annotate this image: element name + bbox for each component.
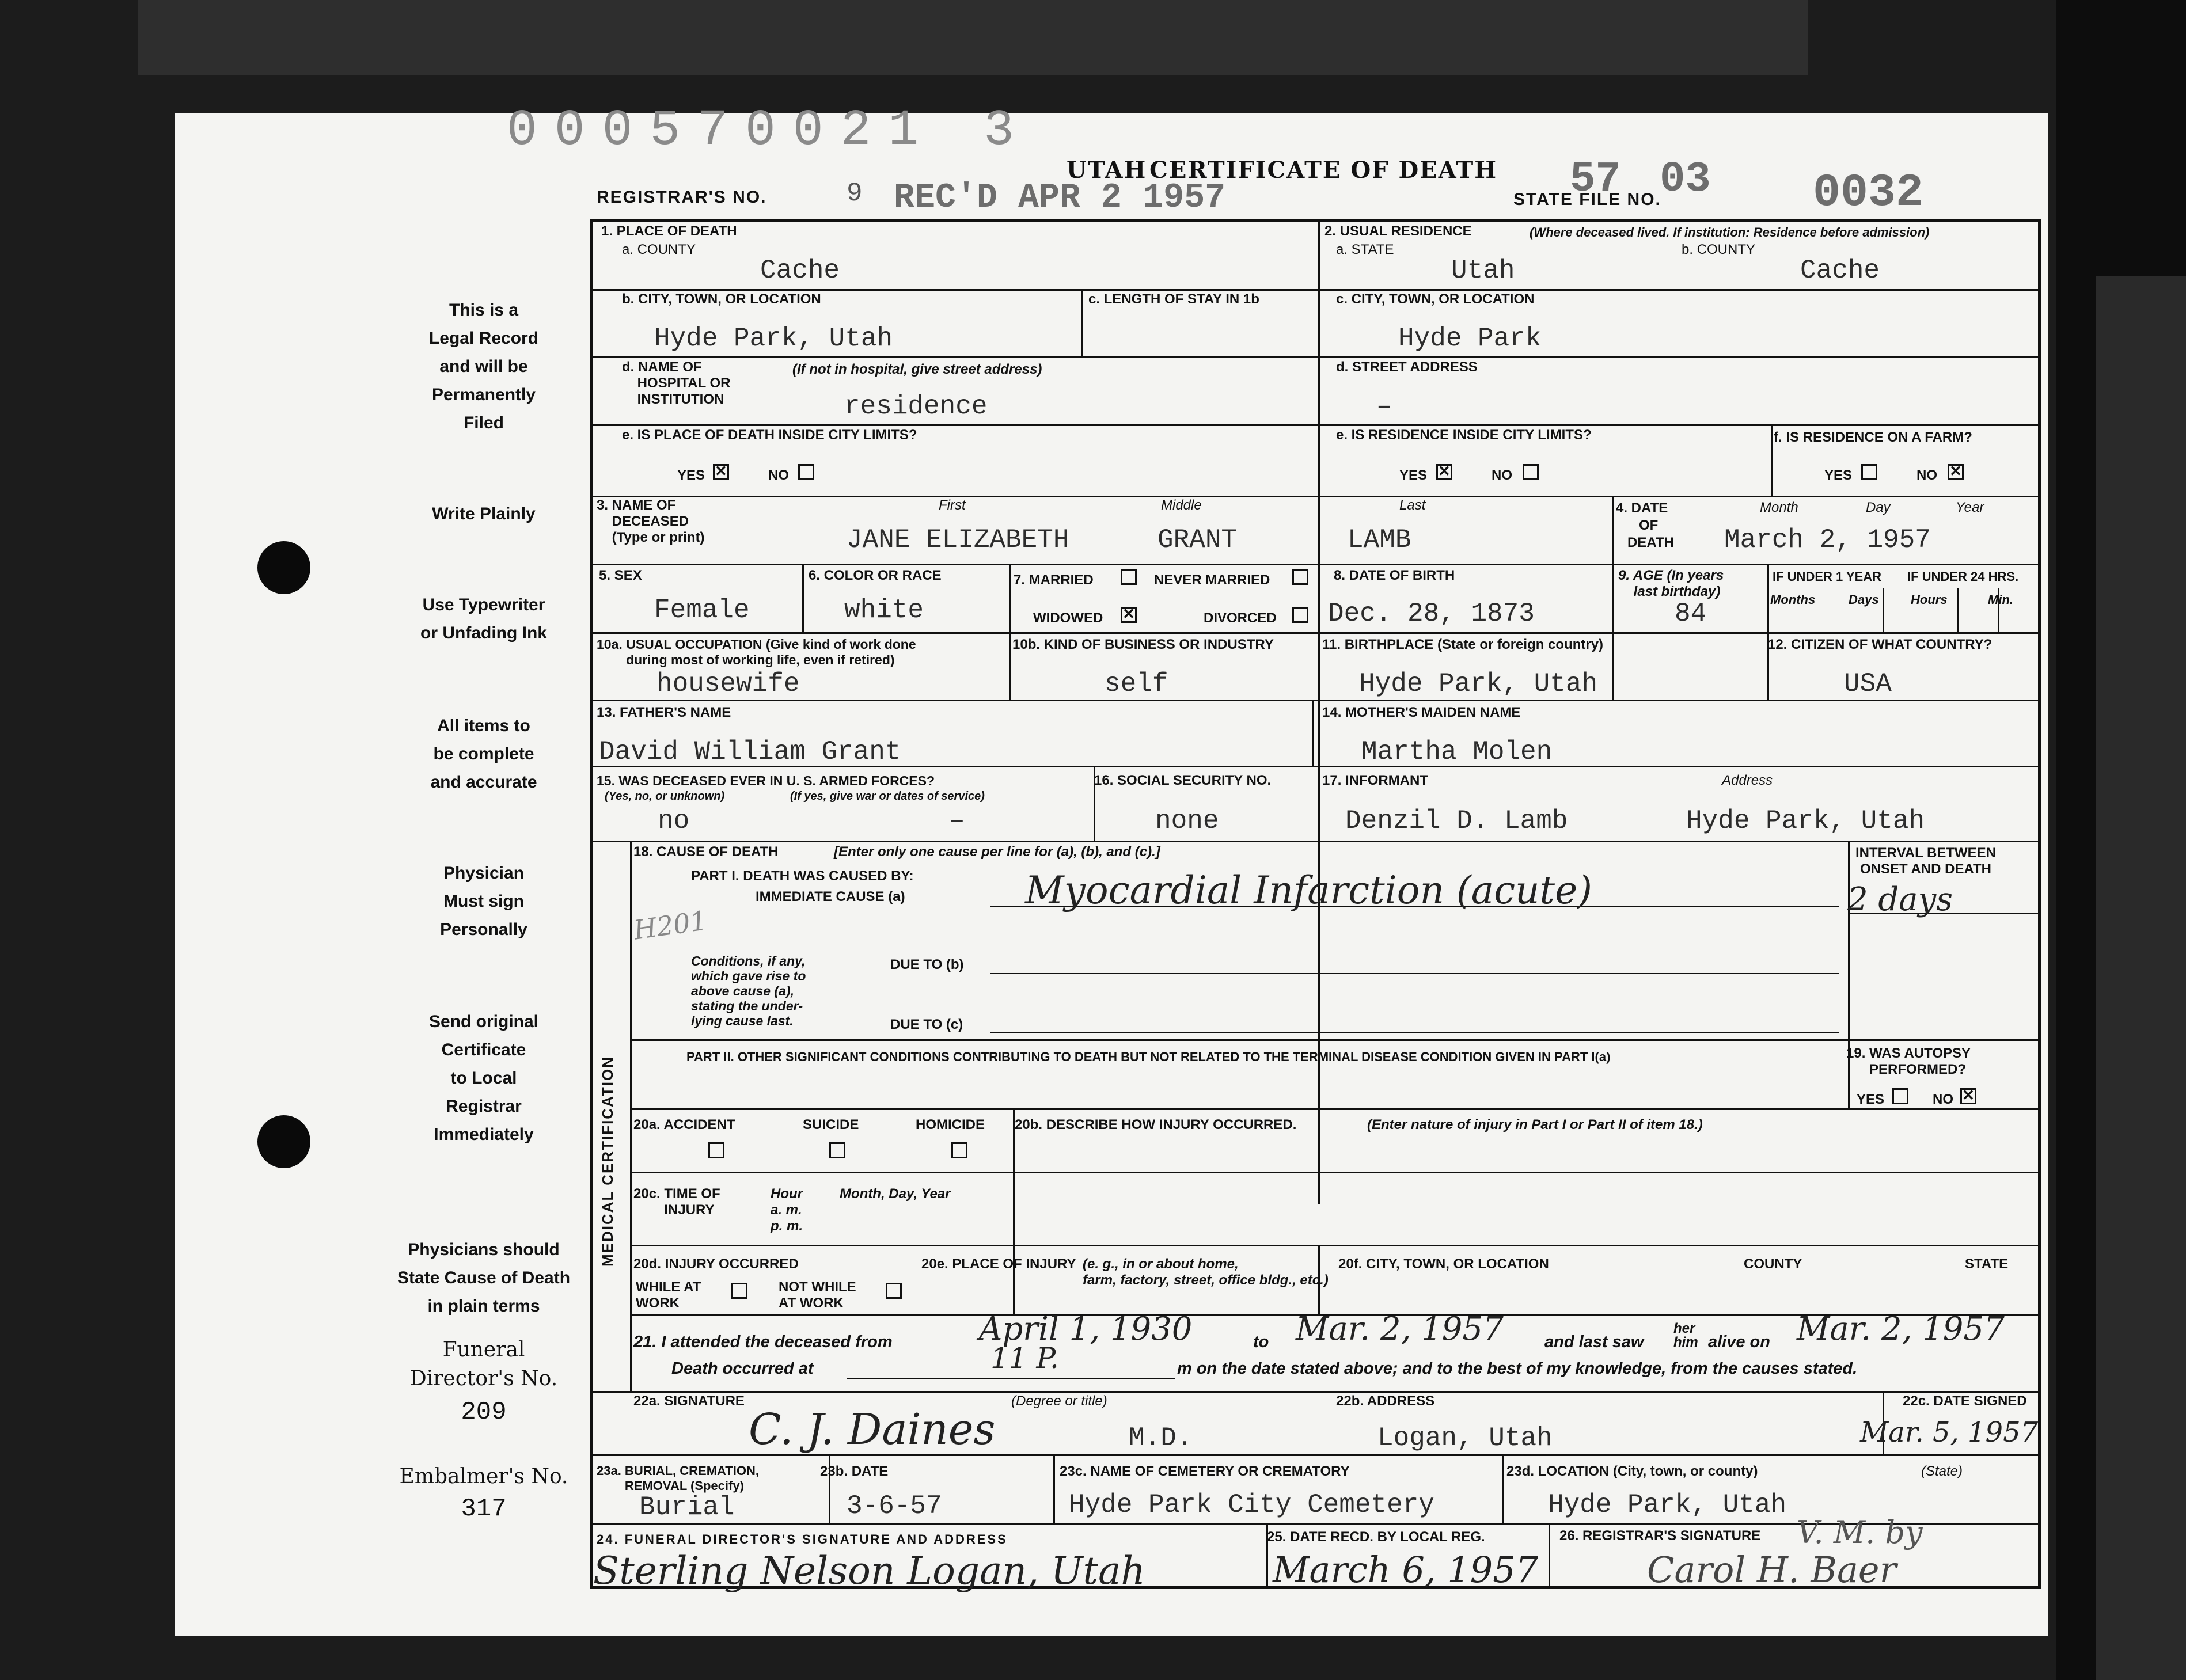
name-of-deceased-label: 3. NAME OF DECEASED (Type or print) bbox=[597, 497, 705, 545]
inside-city-no-checkbox[interactable] bbox=[798, 464, 814, 480]
hours-label: Hours bbox=[1911, 592, 1948, 607]
occupation-value: housewife bbox=[656, 669, 800, 699]
describe-injury-note: (Enter nature of injury in Part I or Part II of item 18.) bbox=[1367, 1117, 1703, 1132]
immediate-cause-value: Myocardial Infarction (acute) bbox=[1025, 868, 1592, 913]
informant-value: Denzil D. Lamb bbox=[1345, 806, 1568, 836]
funeral-director-signature: Sterling Nelson Logan, Utah bbox=[593, 1549, 1145, 1593]
sidebar-send-original: Send original Certificate to Local Registrar Immediately bbox=[428, 1012, 539, 1144]
married-checkbox[interactable] bbox=[1121, 569, 1137, 585]
autopsy-label: 19. WAS AUTOPSY PERFORMED? bbox=[1846, 1046, 1971, 1077]
hospital-note: (If not in hospital, give street address) bbox=[792, 362, 1042, 377]
cause-of-death-label: 18. CAUSE OF DEATH bbox=[633, 844, 779, 860]
widowed-label: WIDOWED bbox=[1033, 610, 1103, 626]
state-file-c: 0032 bbox=[1813, 167, 1924, 219]
autopsy-no-label: NO bbox=[1933, 1092, 1953, 1107]
death-year-label: Year bbox=[1956, 500, 1984, 515]
background-top bbox=[138, 0, 1808, 75]
registrars-no-label: REGISTRAR'S NO. bbox=[597, 188, 767, 207]
date-signed-value: Mar. 5, 1957 bbox=[1860, 1416, 2039, 1449]
embalmer-no: 317 bbox=[461, 1495, 507, 1523]
state-file-b: 03 bbox=[1660, 155, 1711, 204]
attended-to-label: to bbox=[1253, 1333, 1269, 1351]
injury-date-label: Month, Day, Year bbox=[840, 1186, 951, 1202]
injury-state-label: STATE bbox=[1965, 1256, 2009, 1272]
injury-county-label: COUNTY bbox=[1744, 1256, 1802, 1272]
months-label: Months bbox=[1770, 592, 1816, 607]
street-address-value: – bbox=[1376, 392, 1392, 421]
citizen-label: 12. CITIZEN OF WHAT COUNTRY? bbox=[1768, 637, 1993, 652]
age-value: 84 bbox=[1675, 599, 1707, 629]
punch-hole-bottom bbox=[257, 1115, 310, 1168]
place-of-injury-note: (e. g., in or about home, farm, factory, street, office bldg., etc.) bbox=[1083, 1256, 1329, 1288]
registrars-no: 9 bbox=[847, 178, 863, 208]
due-to-c-label: DUE TO (c) bbox=[890, 1017, 963, 1032]
cemetery-value: Hyde Park City Cemetery bbox=[1069, 1490, 1434, 1520]
not-while-at-work-checkbox[interactable] bbox=[886, 1283, 902, 1299]
place-of-injury-label: 20e. PLACE OF INJURY bbox=[921, 1256, 1076, 1272]
not-while-at-work-label: NOT WHILE AT WORK bbox=[779, 1279, 856, 1311]
certificate-title: CERTIFICATE OF DEATH bbox=[1149, 157, 1498, 184]
cemetery-location-label: 23d. LOCATION (City, town, or county) bbox=[1506, 1464, 1758, 1479]
date-received-label: 25. DATE RECD. BY LOCAL REG. bbox=[1267, 1529, 1485, 1545]
last-saw-label: and last saw bbox=[1544, 1333, 1644, 1351]
sidebar-legal-record: This is a Legal Record and will be Permanently Filed bbox=[428, 301, 539, 432]
divorced-checkbox[interactable] bbox=[1292, 607, 1308, 623]
time-of-injury-label: 20c. TIME OF INJURY bbox=[633, 1186, 720, 1218]
suicide-label: SUICIDE bbox=[803, 1117, 859, 1132]
residence-city-no-label: NO bbox=[1492, 467, 1512, 483]
degree-label: (Degree or title) bbox=[1011, 1393, 1107, 1409]
county-label: a. COUNTY bbox=[622, 242, 696, 257]
accident-checkbox[interactable] bbox=[708, 1142, 724, 1158]
armed-forces-note-a: (Yes, no, or unknown) bbox=[605, 790, 725, 803]
married-label: 7. MARRIED bbox=[1014, 572, 1094, 588]
date-of-birth-value: Dec. 28, 1873 bbox=[1328, 599, 1535, 629]
armed-forces-value: no bbox=[658, 806, 690, 836]
received-stamp: REC'D APR 2 1957 bbox=[894, 178, 1226, 218]
degree-value: M.D. bbox=[1129, 1423, 1193, 1453]
state-label: a. STATE bbox=[1336, 242, 1394, 257]
sidebar-funeral-label: Funeral Director's No. bbox=[409, 1338, 558, 1390]
hospital-value: residence bbox=[844, 392, 988, 421]
signature-label: 22a. SIGNATURE bbox=[633, 1393, 745, 1409]
never-married-label: NEVER MARRIED bbox=[1154, 572, 1270, 588]
usual-residence-note: (Where deceased lived. If institution: Residence before admission) bbox=[1530, 225, 1930, 240]
birthplace-value: Hyde Park, Utah bbox=[1359, 669, 1598, 699]
cause-of-death-note: [Enter only one cause per line for (a), (b), and (c).] bbox=[834, 844, 1160, 860]
state-file-a: 57 bbox=[1570, 155, 1621, 204]
punch-hole-top bbox=[257, 541, 310, 594]
burial-value: Burial bbox=[639, 1492, 735, 1522]
armed-forces-label: 15. WAS DECEASED EVER IN U. S. ARMED FORCES? bbox=[597, 773, 935, 788]
medical-certification-label: MEDICAL CERTIFICATION bbox=[599, 1055, 616, 1267]
attended-label: 21. I attended the deceased from bbox=[633, 1333, 893, 1351]
farm-no-checkbox[interactable] bbox=[1948, 464, 1964, 480]
farm-no-label: NO bbox=[1916, 467, 1937, 483]
registrar-initials: V. M. by bbox=[1797, 1514, 1923, 1550]
due-to-b-label: DUE TO (b) bbox=[890, 957, 964, 972]
sidebar-typewriter: Use Typewriter or Unfading Ink bbox=[420, 595, 547, 643]
inside-city-limits-label: e. IS PLACE OF DEATH INSIDE CITY LIMITS? bbox=[622, 427, 917, 443]
residence-city-label: c. CITY, TOWN, OR LOCATION bbox=[1336, 291, 1535, 307]
burial-label: 23a. BURIAL, CREMATION, REMOVAL (Specify) bbox=[597, 1464, 759, 1493]
immediate-cause-label: IMMEDIATE CAUSE (a) bbox=[756, 889, 905, 904]
sidebar-physician-sign: Physician Must sign Personally bbox=[440, 864, 527, 939]
cemetery-label: 23c. NAME OF CEMETERY OR CREMATORY bbox=[1060, 1464, 1350, 1479]
residence-county-label: b. COUNTY bbox=[1682, 242, 1756, 257]
registrar-signature-label: 26. REGISTRAR'S SIGNATURE bbox=[1559, 1528, 1761, 1544]
social-security-label: 16. SOCIAL SECURITY NO. bbox=[1094, 773, 1272, 788]
mothers-name-label: 14. MOTHER'S MAIDEN NAME bbox=[1322, 705, 1521, 720]
homicide-checkbox[interactable] bbox=[951, 1142, 967, 1158]
interval-label: INTERVAL BETWEEN ONSET AND DEATH bbox=[1855, 845, 1997, 877]
date-of-death-value: March 2, 1957 bbox=[1724, 525, 1931, 555]
residence-city-yes-checkbox[interactable] bbox=[1436, 464, 1452, 480]
injury-city-label: 20f. CITY, TOWN, OR LOCATION bbox=[1338, 1256, 1549, 1272]
mothers-name-value: Martha Molen bbox=[1361, 737, 1553, 767]
death-month-label: Month bbox=[1760, 500, 1798, 515]
days-label: Days bbox=[1849, 592, 1879, 607]
fathers-name-value: David William Grant bbox=[599, 737, 901, 767]
last-name-value: LAMB bbox=[1348, 525, 1411, 555]
residence-county-value: Cache bbox=[1800, 256, 1880, 286]
never-married-checkbox[interactable] bbox=[1292, 569, 1308, 585]
title-state: UTAH bbox=[1067, 157, 1147, 184]
armed-forces-note-b: (If yes, give war or dates of service) bbox=[790, 790, 985, 803]
widowed-checkbox[interactable] bbox=[1121, 607, 1137, 623]
sidebar-all-items: All items to be complete and accurate bbox=[430, 716, 537, 792]
hospital-label: d. NAME OF HOSPITAL OR INSTITUTION bbox=[622, 359, 731, 407]
registrar-signature: Carol H. Baer bbox=[1647, 1549, 1897, 1591]
informant-address-label: Address bbox=[1722, 773, 1773, 788]
divorced-label: DIVORCED bbox=[1204, 610, 1277, 626]
part2-label: PART II. OTHER SIGNIFICANT CONDITIONS CONTRIBUTING TO DEATH BUT NOT RELATED TO THE TERMINAL DISEASE CONDITION GIVEN IN PART I(a) bbox=[686, 1050, 1611, 1064]
cause-code: H201 bbox=[631, 904, 709, 946]
business-label: 10b. KIND OF BUSINESS OR INDUSTRY bbox=[1012, 637, 1274, 652]
attended-from-value: April 1, 1930 bbox=[979, 1310, 1193, 1348]
citizen-value: USA bbox=[1844, 669, 1892, 699]
interval-value: 2 days bbox=[1847, 881, 1953, 918]
informant-label: 17. INFORMANT bbox=[1322, 773, 1429, 788]
sidebar-physicians-should: Physicians should State Cause of Death in plain terms bbox=[397, 1240, 571, 1316]
homicide-label: HOMICIDE bbox=[916, 1117, 985, 1132]
burial-date-value: 3-6-57 bbox=[847, 1491, 942, 1521]
residence-city-limits-label: e. IS RESIDENCE INSIDE CITY LIMITS? bbox=[1336, 427, 1592, 443]
funeral-director-label: 24. FUNERAL DIRECTOR'S SIGNATURE AND ADDRESS bbox=[597, 1532, 1008, 1546]
cemetery-location-value: Hyde Park, Utah bbox=[1548, 1490, 1787, 1520]
background-right bbox=[2056, 0, 2186, 1680]
accident-label: 20a. ACCIDENT bbox=[633, 1117, 735, 1132]
physician-address-value: Logan, Utah bbox=[1377, 1423, 1553, 1453]
state-file-label: STATE FILE NO. bbox=[1513, 190, 1661, 209]
funeral-director-no: 209 bbox=[461, 1398, 507, 1427]
date-of-death-label: 4. DATE OF DEATH bbox=[1616, 500, 1674, 550]
while-at-work-checkbox[interactable] bbox=[731, 1283, 747, 1299]
date-of-birth-label: 8. DATE OF BIRTH bbox=[1334, 568, 1455, 583]
attended-to-value: Mar. 2, 1957 bbox=[1296, 1310, 1504, 1348]
first-name-value: JANE ELIZABETH bbox=[847, 525, 1069, 555]
informant-address-value: Hyde Park, Utah bbox=[1686, 806, 1925, 836]
first-name-label: First bbox=[939, 497, 966, 513]
city-label: b. CITY, TOWN, OR LOCATION bbox=[622, 291, 821, 307]
inside-city-yes-label: YES bbox=[677, 467, 705, 483]
autopsy-no-checkbox[interactable] bbox=[1960, 1088, 1976, 1104]
state-value: Utah bbox=[1451, 256, 1515, 286]
birthplace-label: 11. BIRTHPLACE (State or foreign country) bbox=[1322, 637, 1604, 652]
physician-signature: C. J. Daines bbox=[749, 1405, 996, 1454]
usual-residence-label: 2. USUAL RESIDENCE bbox=[1324, 223, 1472, 239]
residence-city-yes-label: YES bbox=[1399, 467, 1428, 483]
middle-name-value: GRANT bbox=[1157, 525, 1238, 555]
sidebar-embalmer-label: Embalmer's No. bbox=[399, 1465, 568, 1488]
residence-city-value: Hyde Park bbox=[1398, 324, 1542, 354]
street-address-label: d. STREET ADDRESS bbox=[1336, 359, 1478, 375]
autopsy-yes-label: YES bbox=[1857, 1092, 1885, 1107]
county-value: Cache bbox=[760, 256, 840, 286]
sex-value: Female bbox=[654, 595, 750, 625]
age-label: 9. AGE (In years last birthday) bbox=[1618, 568, 1724, 599]
hour-ampm-label: Hour a. m. p. m. bbox=[771, 1186, 803, 1234]
fathers-name-label: 13. FATHER'S NAME bbox=[597, 705, 731, 720]
suicide-checkbox[interactable] bbox=[829, 1142, 845, 1158]
race-label: 6. COLOR OR RACE bbox=[809, 568, 942, 583]
under-24-hrs-label: IF UNDER 24 HRS. bbox=[1907, 569, 2019, 584]
min-label: Min. bbox=[1988, 592, 2013, 607]
alive-on-label: alive on bbox=[1708, 1333, 1770, 1351]
length-of-stay-label: c. LENGTH OF STAY IN 1b bbox=[1088, 291, 1259, 307]
while-at-work-label: WHILE AT WORK bbox=[636, 1279, 701, 1311]
part1-label: PART I. DEATH WAS CAUSED BY: bbox=[691, 868, 914, 884]
death-occurred-text: m on the date stated above; and to the best of my knowledge, from the causes stated. bbox=[1177, 1359, 1858, 1378]
under-1-year-label: IF UNDER 1 YEAR bbox=[1773, 569, 1882, 584]
alive-on-value: Mar. 2, 1957 bbox=[1797, 1310, 2005, 1348]
last-name-label: Last bbox=[1399, 497, 1426, 513]
death-day-label: Day bbox=[1866, 500, 1891, 515]
cemetery-state-label: (State) bbox=[1921, 1464, 1963, 1479]
business-value: self bbox=[1105, 669, 1168, 699]
farm-label: f. IS RESIDENCE ON A FARM? bbox=[1774, 429, 1972, 445]
conditions-label: Conditions, if any, which gave rise to above cause (a), stating the under- lying cause last. bbox=[691, 953, 806, 1028]
date-received-value: March 6, 1957 bbox=[1273, 1549, 1539, 1591]
date-signed-label: 22c. DATE SIGNED bbox=[1903, 1393, 2027, 1409]
farm-yes-checkbox[interactable] bbox=[1861, 464, 1877, 480]
injury-occurred-label: 20d. INJURY OCCURRED bbox=[633, 1256, 799, 1272]
serial-number: 000570021 3 bbox=[507, 102, 1031, 159]
burial-date-label: 23b. DATE bbox=[820, 1464, 889, 1479]
her-him-label: her him bbox=[1673, 1321, 1698, 1350]
middle-name-label: Middle bbox=[1161, 497, 1202, 513]
sex-label: 5. SEX bbox=[599, 568, 642, 583]
residence-city-no-checkbox[interactable] bbox=[1523, 464, 1539, 480]
autopsy-yes-checkbox[interactable] bbox=[1892, 1088, 1908, 1104]
race-value: white bbox=[844, 595, 924, 625]
describe-injury-label: 20b. DESCRIBE HOW INJURY OCCURRED. bbox=[1015, 1117, 1297, 1132]
occupation-label: 10a. USUAL OCCUPATION (Give kind of work done during most of working life, even if retired) bbox=[597, 637, 916, 667]
physician-address-label: 22b. ADDRESS bbox=[1336, 1393, 1435, 1409]
farm-yes-label: YES bbox=[1824, 467, 1853, 483]
city-value: Hyde Park, Utah bbox=[654, 324, 893, 354]
sidebar-write-plainly: Write Plainly bbox=[432, 504, 536, 523]
death-occurred-label: Death occurred at bbox=[671, 1359, 814, 1378]
death-time-value: 11 P. bbox=[990, 1341, 1059, 1375]
armed-service-value: – bbox=[949, 806, 965, 836]
place-of-death-label: 1. PLACE OF DEATH bbox=[601, 223, 737, 239]
inside-city-yes-checkbox[interactable] bbox=[713, 464, 729, 480]
social-security-value: none bbox=[1155, 806, 1219, 836]
inside-city-no-label: NO bbox=[768, 467, 789, 483]
